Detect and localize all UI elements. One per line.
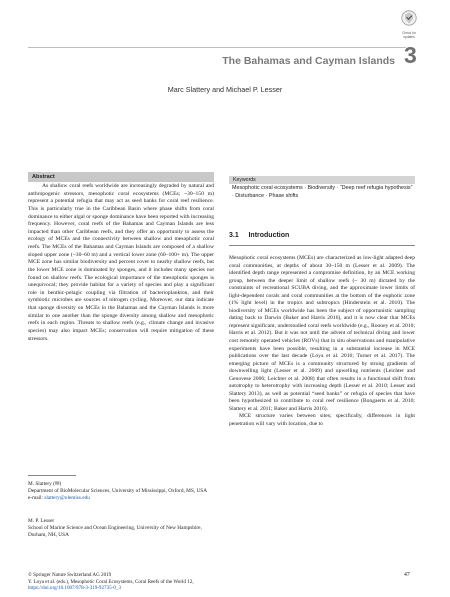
section-title: Introduction: [248, 232, 290, 239]
abstract-heading: Abstract: [28, 172, 214, 182]
author-name: M. Slattery (✉): [28, 481, 62, 487]
abstract-text: As shallow coral reefs worldwide are increasingly degraded by natural and anthropogenic stressors, mesophotic coral ecosystems (MCEs; ~30–150 m) represent a potential refugia that may act as seed banks for coral reef resilience. This is particularly true in the Caribbean Basin where phase shifts from coral dominance to either algal or sponge dominance have been reported with increasing frequency. However, coral reefs of the Bahamas and Cayman Islands are less impacted than other Caribbean reefs, and they offer an opportunity to assess the ecology of MCEs and the connectivity between shallow and mesophotic coral reefs. The MCEs of the Bahamas and Cayman Islands are composed of a shallow sloped upper zone (~30–60 m) and a vertical lower zone (60–100+ m). The upper MCE zone has similar biodiversity and percent cover to nearby shallow reefs, but the lower MCE zone is dominated by sponges, and it includes many species not found on shallow reefs. The ecological importance of the mesophotic sponges is unequivocal; they provide habitat for a variety of species and play a significant role in benthic-pelagic coupling via filtration of bacterioplankton, and their symbiotic microbes are sources of nitrogen cycling. Moreover, our data indicate that sponge diversity on MCEs in the Bahamas and the Cayman Islands is more similar to one another than the sponge diversity among shallow and mesophotic reefs in each region. Threats to shallow reefs (e.g., climate change and invasive species) may also impact MCEs; conservation will require mitigation of these stressors.: [28, 183, 214, 342]
email-link[interactable]: slattery@olemiss.edu: [44, 494, 90, 501]
author-email-line: [28, 495, 218, 502]
author-department: School of Marine Science and Ocean Engineering, University of New Hampshire, Durham, NH, USA: [28, 524, 202, 538]
chapter-authors: Marc Slattery and Michael P. Lesser: [167, 85, 283, 94]
crossmark-icon: [401, 10, 417, 26]
paragraph: Mesophotic coral ecosystems (MCEs) are characterized as low-light adapted deep coral communities, at depths of about 30–150 m (Lesser et al. 2009). The identified depth range represented a compromise definition, by an MCE working group, between the deeper limit of shallow reefs (~ 30 m) dictated by the constraints of recreational SCUBA diving, and the approximate lower limits of light-dependent corals and coral communities at the bottom of the euphotic zone (1% light level) in the tropics and subtropics (Hinderstein et al. 2010). The biodiversity of MCEs worldwide has been the subject of opportunistic sampling dating back to Darwin (Baker and Harris 2016), and it is now clear that MCEs represent significant, understudied coral reefs worldwide (e.g., Rooney et al. 2010; Harris et al. 2012). But it was not until the advent of technical diving and lower cost remotely operated vehicles (ROVs) that in situ observations and manipulative experiments have been possible, resulting in a substantial increase in MCE publications over the last decade (Loya et al. 2016; Turner et al. 2017). The emerging picture of MCEs is a community structured by strong gradients of downwelling light (Lesser et al. 2009) and upwelling nutrients (Leichter and Genovese 2006; Leichter et al. 2008) that often results in a functional shift from autotrophy to heterotrophy with increasing depth (Lesser et al. 2010; Lesser and Slattery 2013), as well as potential “seed banks” or refugia of species that have been hypothesized to contribute to coral reef resilience (Bongaerts et al. 2010; Slattery et al. 2011; Baker and Harris 2016).: [229, 255, 415, 412]
citation: Y. Loya et al. (eds.), Mesophotic Coral Ecosystems, Coral Reefs of the World 12,: [28, 578, 194, 585]
section-number: 3.1: [229, 232, 239, 239]
header-divider: [28, 47, 406, 48]
author-name: M. P. Lesser: [28, 518, 55, 524]
keywords-text: Mesophotic coral ecosystems · Biodiversity · “Deep reef refugia hypothesis” · Disturbance · Phase shifts: [232, 185, 413, 199]
doi-link[interactable]: https://doi.org/10.1007/978-3-319-92735-0_3: [28, 585, 122, 592]
section-divider: [229, 245, 415, 246]
introduction-body: [229, 255, 415, 429]
check-for-updates-badge[interactable]: [398, 10, 420, 39]
crossmark-label: Check for updates: [402, 31, 416, 39]
publication-footer: [28, 572, 328, 592]
email-label: e-mail:: [28, 494, 45, 501]
author-department: Department of BioMolecular Sciences, University of Mississippi, Oxford, MS, USA: [28, 487, 208, 494]
chapter-number: 3: [404, 42, 417, 68]
paragraph: MCE structure varies between sites; specifically, differences in light penetration will vary with location, due to: [229, 413, 415, 428]
keywords-heading: Keywords: [229, 176, 415, 184]
affiliation-divider: [28, 475, 76, 476]
copyright-notice: © Springer Nature Switzerland AG 2019: [28, 572, 112, 578]
affiliation-author-2: [28, 518, 218, 538]
section-heading: [229, 232, 289, 239]
page-number: 47: [404, 572, 410, 578]
affiliation-author-1: [28, 481, 218, 501]
chapter-title: The Bahamas and Cayman Islands: [222, 55, 395, 67]
